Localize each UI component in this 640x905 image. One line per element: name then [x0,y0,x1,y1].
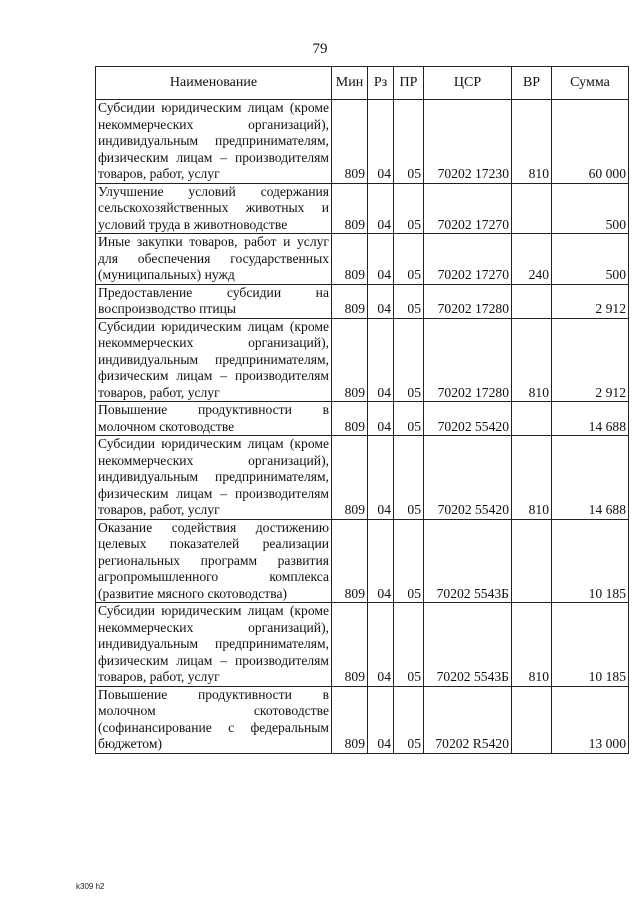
table-row [96,402,629,436]
cell-rz: 04 [368,402,394,436]
cell-rz: 04 [368,519,394,603]
cell-min: 809 [332,519,368,603]
cell-min: 809 [332,402,368,436]
header-name: Наименование [96,67,332,100]
header-min: Мин [332,67,368,100]
header-csr: ЦСР [424,67,512,100]
cell-sum: 500 [552,183,629,234]
cell-sum: 10 185 [552,519,629,603]
cell-name: Субсидии юридическим лицам (кроме некоммерческих организаций), индивидуальным предпринимателям, физическим лицам – производителям товаров, работ, услуг [96,100,332,184]
cell-vr: 240 [512,234,552,285]
cell-name: Предоставление субсидии на воспроизводство птицы [96,284,332,318]
cell-name: Повышение продуктивности в молочном скотоводстве [96,402,332,436]
header-row [96,67,629,100]
cell-csr: 70202 17270 [424,234,512,285]
cell-min: 809 [332,436,368,520]
cell-vr: 810 [512,318,552,402]
header-vr: ВР [512,67,552,100]
cell-csr: 70202 17270 [424,183,512,234]
header-rz: Рз [368,67,394,100]
cell-min: 809 [332,183,368,234]
cell-sum: 14 688 [552,436,629,520]
cell-pr: 05 [394,234,424,285]
cell-rz: 04 [368,100,394,184]
cell-min: 809 [332,318,368,402]
header-sum: Сумма [552,67,629,100]
cell-pr: 05 [394,519,424,603]
cell-pr: 05 [394,436,424,520]
cell-vr [512,183,552,234]
table-row [96,436,629,520]
cell-pr: 05 [394,686,424,753]
cell-min: 809 [332,284,368,318]
table-row [96,183,629,234]
cell-csr: 70202 17280 [424,318,512,402]
footer-code: k309 h2 [76,882,105,891]
table-row [96,234,629,285]
cell-rz: 04 [368,183,394,234]
cell-vr: 810 [512,436,552,520]
cell-rz: 04 [368,686,394,753]
table-row [96,284,629,318]
cell-min: 809 [332,100,368,184]
cell-sum: 14 688 [552,402,629,436]
cell-pr: 05 [394,284,424,318]
cell-csr: 70202 17280 [424,284,512,318]
header-pr: ПР [394,67,424,100]
budget-table [95,66,629,754]
cell-vr [512,686,552,753]
cell-vr [512,519,552,603]
cell-name: Субсидии юридическим лицам (кроме некоммерческих организаций), индивидуальным предпринимателям, физическим лицам – производителям товаров, работ, услуг [96,436,332,520]
cell-pr: 05 [394,402,424,436]
cell-rz: 04 [368,284,394,318]
table-row [96,603,629,687]
cell-sum: 500 [552,234,629,285]
cell-vr: 810 [512,603,552,687]
cell-name: Субсидии юридическим лицам (кроме некоммерческих организаций), индивидуальным предпринимателям, физическим лицам – производителям товаров, работ, услуг [96,603,332,687]
cell-pr: 05 [394,603,424,687]
cell-rz: 04 [368,234,394,285]
table-row [96,686,629,753]
cell-pr: 05 [394,318,424,402]
cell-min: 809 [332,603,368,687]
table-row [96,100,629,184]
cell-sum: 10 185 [552,603,629,687]
cell-sum: 13 000 [552,686,629,753]
cell-vr [512,284,552,318]
cell-csr: 70202 5543Б [424,603,512,687]
cell-csr: 70202 55420 [424,402,512,436]
cell-csr: 70202 5543Б [424,519,512,603]
cell-min: 809 [332,686,368,753]
table-row [96,519,629,603]
cell-rz: 04 [368,603,394,687]
cell-csr: 70202 55420 [424,436,512,520]
cell-rz: 04 [368,318,394,402]
cell-min: 809 [332,234,368,285]
cell-pr: 05 [394,183,424,234]
page-number: 79 [312,41,328,57]
cell-name: Субсидии юридическим лицам (кроме некоммерческих организаций), индивидуальным предпринимателям, физическим лицам – производителям товаров, работ, услуг [96,318,332,402]
cell-sum: 2 912 [552,284,629,318]
cell-pr: 05 [394,100,424,184]
cell-csr: 70202 R5420 [424,686,512,753]
cell-name: Повышение продуктивности в молочном скотоводстве (софинансирование с федеральным бюджетом) [96,686,332,753]
cell-sum: 2 912 [552,318,629,402]
cell-rz: 04 [368,436,394,520]
cell-name: Иные закупки товаров, работ и услуг для обеспечения государственных (муниципальных) нужд [96,234,332,285]
cell-vr: 810 [512,100,552,184]
cell-name: Улучшение условий содержания сельскохозяйственных животных и условий труда в животноводстве [96,183,332,234]
cell-name: Оказание содействия достижению целевых показателей реализации региональных программ развития агропромышленного комплекса (развитие мясного скотоводства) [96,519,332,603]
cell-sum: 60 000 [552,100,629,184]
table-row [96,318,629,402]
cell-csr: 70202 17230 [424,100,512,184]
cell-vr [512,402,552,436]
